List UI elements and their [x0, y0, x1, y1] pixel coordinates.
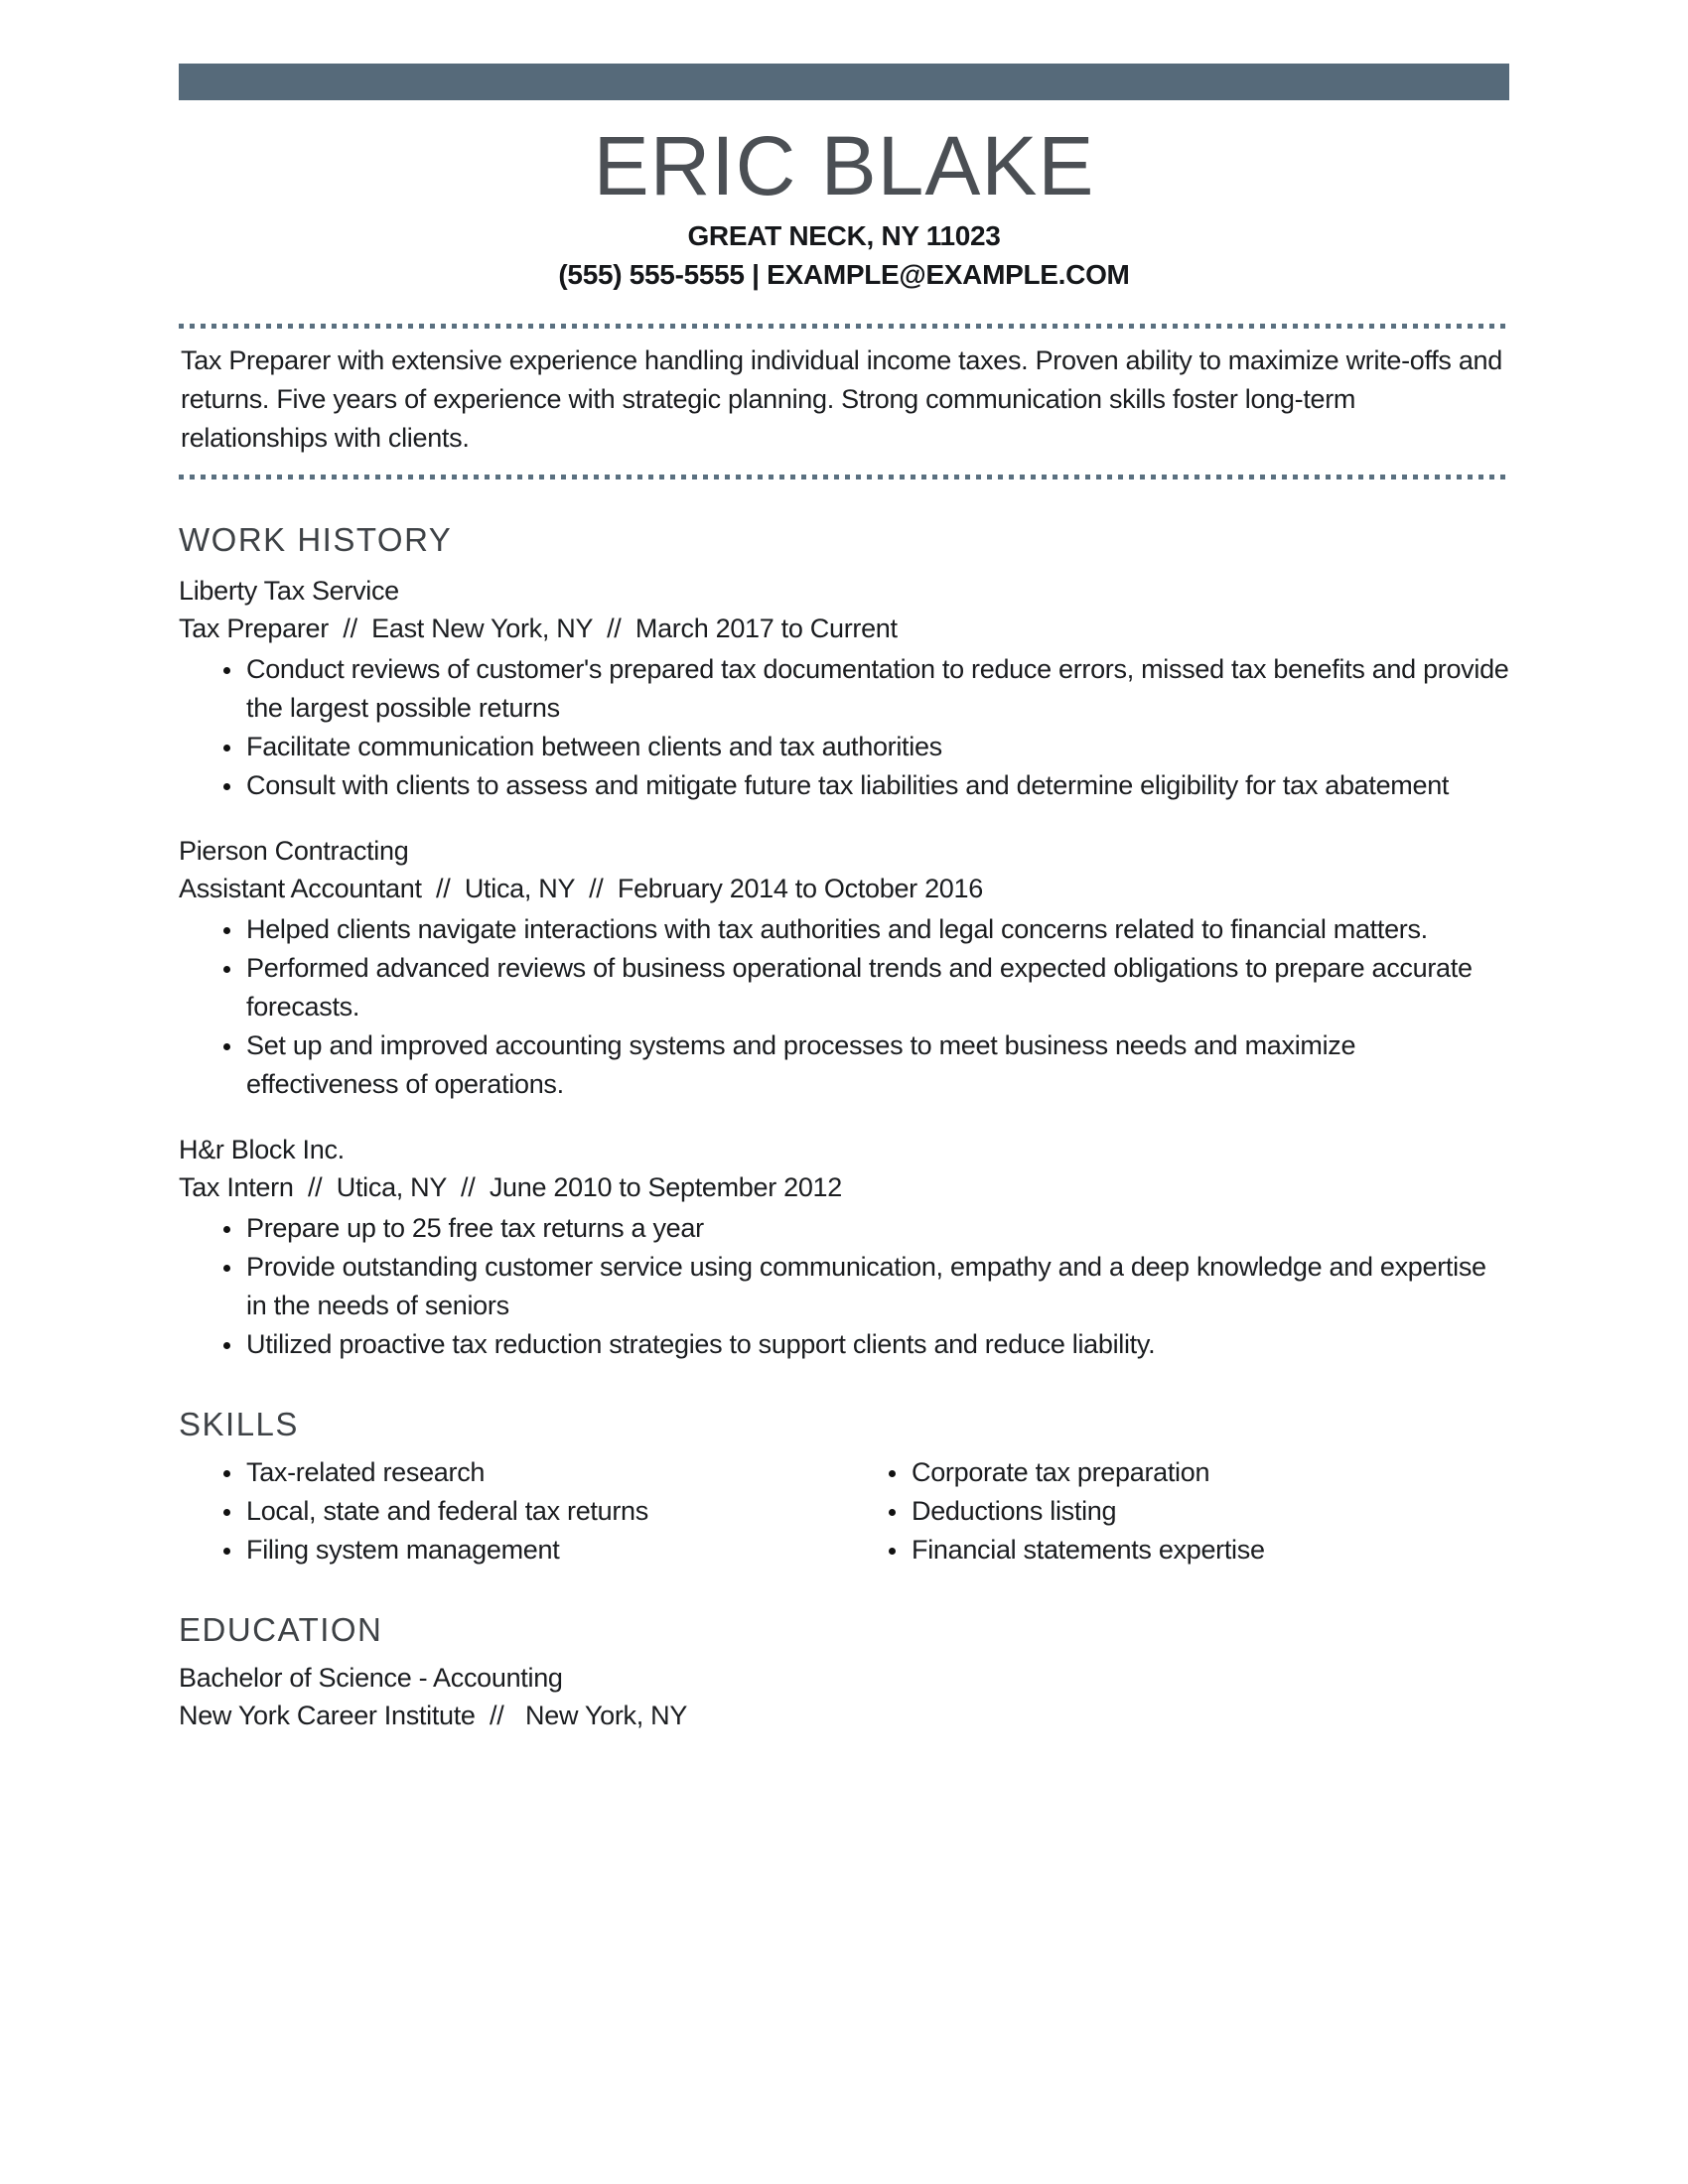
job-meta: Assistant Accountant // Utica, NY // February 2014 to October 2016 — [179, 873, 983, 903]
candidate-name: ERIC BLAKE — [593, 119, 1095, 212]
bullet-item: • Provide outstanding customer service using communication, empathy and a deep knowledge and expertise in the needs of seniors — [244, 1248, 1509, 1325]
contact-block — [179, 216, 1509, 294]
skill-item: • Tax-related research — [244, 1453, 844, 1492]
skill-item: • Corporate tax preparation — [910, 1453, 1509, 1492]
job-meta: Tax Preparer // East New York, NY // March 2017 to Current — [179, 613, 898, 643]
bullet-item: • Consult with clients to assess and mitigate future tax liabilities and determine eligibility for tax abatement — [244, 766, 1509, 805]
skills-heading: SKILLS — [179, 1405, 299, 1442]
education-degree: Bachelor of Science - Accounting — [179, 1662, 563, 1693]
contact-phone-email: (555) 555-5555 | EXAMPLE@EXAMPLE.COM — [558, 259, 1130, 291]
bullet-item: • Performed advanced reviews of business operational trends and expected obligations to prepare accurate forecasts. — [244, 949, 1509, 1026]
bullet-item: • Prepare up to 25 free tax returns a year — [244, 1209, 1509, 1248]
job-bullet-list — [179, 650, 1509, 805]
job-entry — [179, 832, 1509, 1104]
education-heading: EDUCATION — [179, 1610, 383, 1648]
bullet-item: • Utilized proactive tax reduction strategies to support clients and reduce liability. — [244, 1325, 1509, 1364]
summary-section — [179, 324, 1509, 479]
skill-item: • Financial statements expertise — [910, 1531, 1509, 1570]
bullet-item: • Set up and improved accounting systems and processes to meet business needs and maximize effectiveness of operations. — [244, 1026, 1509, 1104]
job-entry — [179, 572, 1509, 805]
skill-item: • Filing system management — [244, 1531, 844, 1570]
job-company: Pierson Contracting — [179, 835, 409, 866]
work-history-heading: WORK HISTORY — [179, 521, 453, 559]
work-history-section — [179, 521, 1509, 1364]
summary-text: Tax Preparer with extensive experience handling individual income taxes. Proven ability to maximize write-offs and returns. Five years of experience with strategic planning. Strong communication skills foster long-term relationships with clients. — [181, 345, 1502, 454]
header-accent-bar — [179, 64, 1509, 100]
skills-column-left — [179, 1453, 844, 1570]
job-meta: Tax Intern // Utica, NY // June 2010 to September 2012 — [179, 1171, 842, 1202]
education-section — [179, 1611, 1509, 1734]
skills-section — [179, 1406, 1509, 1570]
bullet-item: • Facilitate communication between clients and tax authorities — [244, 728, 1509, 766]
job-company: Liberty Tax Service — [179, 575, 399, 606]
bullet-item: • Helped clients navigate interactions with tax authorities and legal concerns related to financial matters. — [244, 910, 1509, 949]
job-bullet-list — [179, 1209, 1509, 1364]
skill-item: • Deductions listing — [910, 1492, 1509, 1531]
job-entry — [179, 1131, 1509, 1364]
contact-location: GREAT NECK, NY 11023 — [687, 220, 1001, 252]
summary-bottom-border — [179, 475, 1509, 479]
education-entry — [179, 1659, 1509, 1734]
job-company: H&r Block Inc. — [179, 1134, 345, 1164]
bullet-item: • Conduct reviews of customer's prepared tax documentation to reduce errors, missed tax benefits and provide the largest possible returns — [244, 650, 1509, 728]
skills-columns — [179, 1453, 1509, 1570]
skill-item: • Local, state and federal tax returns — [244, 1492, 844, 1531]
job-bullet-list — [179, 910, 1509, 1104]
skills-column-right — [844, 1453, 1509, 1570]
education-school-location: New York Career Institute // New York, NY — [179, 1700, 688, 1730]
